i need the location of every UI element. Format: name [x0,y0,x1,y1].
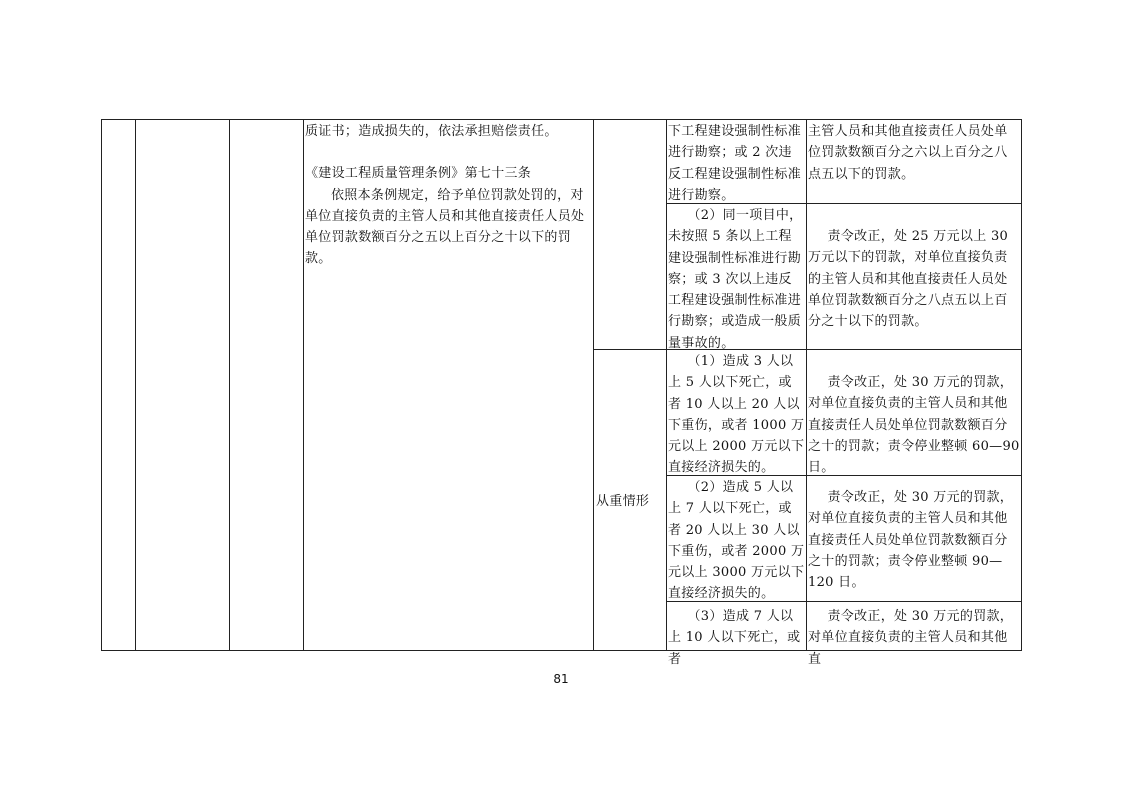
page-number: 81 [553,672,569,686]
col-divider [666,119,667,651]
penalty-cell: 责令改正，处 30 万元的罚款，对单位直接负责的主管人员和其他直接责任人员处单位罚款数额百分之十的罚款；责令停业整顿 60—90 日。 [808,375,1020,476]
col-divider [806,119,807,651]
circumstance-cell: （2）同一项目中，未按照 5 条以上工程建设强制性标准进行勘察；或 3 次以上违反工程建设强制性标准进行勘察；或造成一般质量事故的。 [668,208,803,351]
col-divider [101,119,102,651]
col-divider [1021,119,1022,651]
circumstance-cell: （3）造成 7 人以上 10 人以下死亡，或者 [668,609,801,667]
law-text-cell [305,121,592,270]
penalty-cell: 责令改正，处 25 万元以上 30 万元以下的罚款，对单位直接负责的主管人员和其他直接责任人员处单位罚款数额百分之八点五以上百分之十以下的罚款。 [808,229,1009,330]
circumstance-cell: （1）造成 3 人以上 5 人以下死亡，或者 10 人以上 20 人以下重伤，或者 1000 万元以上 2000 万元以下直接经济损失的。 [668,354,805,476]
regulation-title: 《建设工程质量管理条例》第七十三条 [305,166,532,182]
col-divider [135,119,136,651]
law-line: 质证书；造成损失的，依法承担赔偿责任。 [305,124,558,139]
col-divider [229,119,230,651]
category-serious: 从重情形 [596,494,650,509]
row-divider [593,349,1022,350]
penalty-cell: 主管人员和其他直接责任人员处单位罚款数额百分之六以上百分之八点五以下的罚款。 [808,124,1008,182]
col-divider [593,119,594,651]
regulation-text: 依照本条例规定，给予单位罚款处罚的，对单位直接负责的主管人员和其他直接责任人员处单位罚款数额百分之五以上百分之十以下的罚款。 [305,187,585,267]
col-divider [303,119,304,651]
circumstance-cell: （2）造成 5 人以上 7 人以下死亡，或者 20 人以上 30 人以下重伤，或者 2000 万元以上 3000 万元以下直接经济损失的。 [668,480,805,602]
table-top-border [101,119,1022,120]
penalty-cell: 责令改正，处 30 万元的罚款，对单位直接负责的主管人员和其他直接责任人员处单位罚款数额百分之十的罚款；责令停业整顿 90—120 日。 [808,490,1014,591]
circumstance-cell: 下工程建设强制性标准进行勘察；或 2 次违反工程建设强制性标准进行勘察。 [668,124,802,203]
penalty-cell: 责令改正，处 30 万元的罚款，对单位直接负责的主管人员和其他直 [808,609,1014,667]
